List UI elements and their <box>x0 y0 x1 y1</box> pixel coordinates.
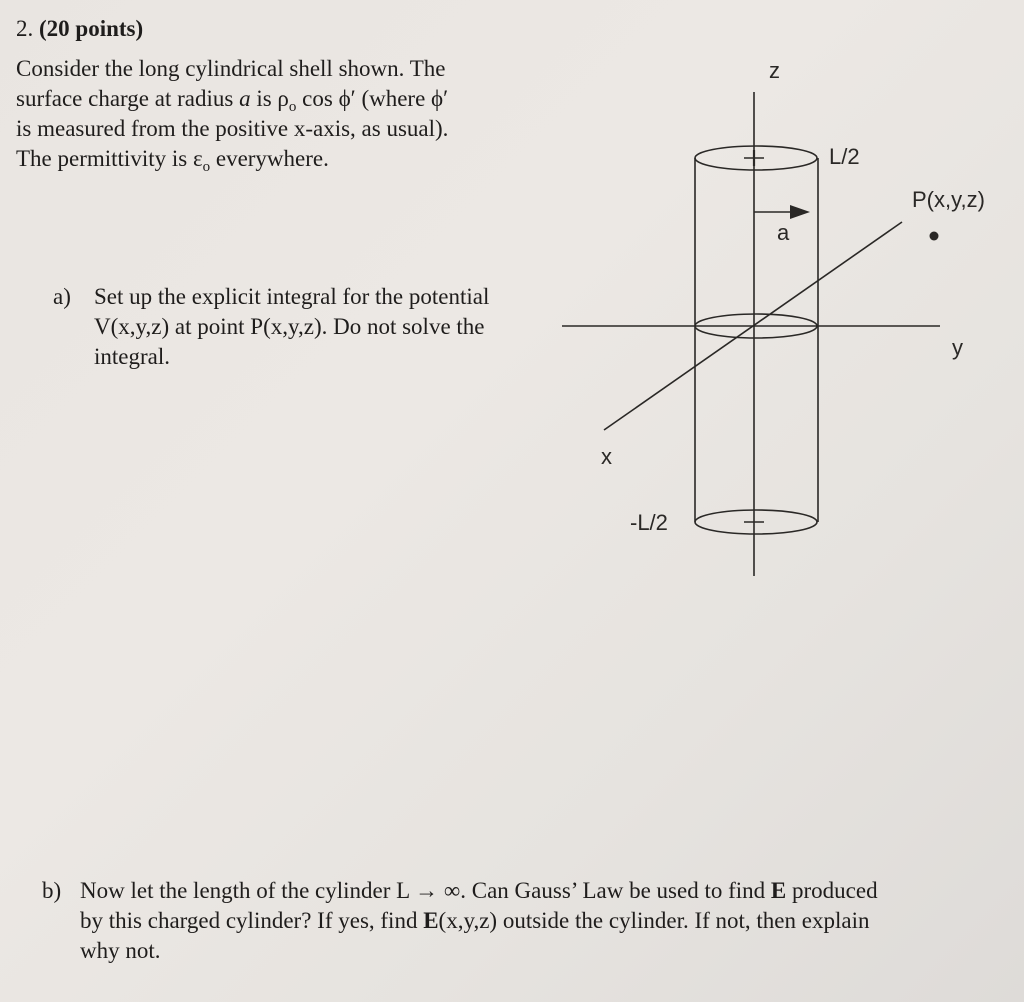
part-b-text: (x,y,z) outside the cylinder. If not, then explain <box>438 908 870 933</box>
problem-points: (20 points) <box>39 16 144 41</box>
top-length-label: L/2 <box>829 144 860 169</box>
point-p-label: P(x,y,z) <box>912 187 985 212</box>
problem-number: 2. <box>16 16 34 41</box>
part-b-marker: b) <box>42 878 62 903</box>
intro-text: cos ϕ′ (where ϕ′ <box>296 86 449 111</box>
part-a-line-2: V(x,y,z) at point P(x,y,z). Do not solve the <box>94 314 485 339</box>
part-a-marker: a) <box>53 284 71 309</box>
rho-subscript: o <box>288 99 297 115</box>
intro-line-3: is measured from the positive x-axis, as usual). <box>16 116 449 141</box>
part-a-line-1: Set up the explicit integral for the potential <box>94 284 490 309</box>
part-b-line-3: why not. <box>80 938 161 963</box>
radius-arrow-head <box>790 205 810 219</box>
intro-text: everywhere. <box>210 146 329 171</box>
field-symbol: E <box>423 908 439 933</box>
field-symbol: E <box>770 878 787 903</box>
radius-label: a <box>777 220 790 245</box>
z-axis-label: z <box>769 58 780 83</box>
part-b-text: produced <box>786 878 878 903</box>
part-b-text: Now let the length of the cylinder L → ∞. Can Gauss’ Law be used to find <box>80 878 771 903</box>
intro-text: surface charge at radius <box>16 86 240 111</box>
y-axis-label: y <box>952 335 963 360</box>
intro-text: is ρ <box>250 86 289 111</box>
radius-variable: a <box>239 86 251 111</box>
epsilon-subscript: o <box>202 159 211 175</box>
intro-text: The permittivity is ε <box>16 146 203 171</box>
part-a-line-3: integral. <box>94 344 170 369</box>
bottom-length-label: -L/2 <box>630 510 668 535</box>
x-axis-label: x <box>601 444 612 469</box>
part-b-text: by this charged cylinder? If yes, find <box>80 908 424 933</box>
point-p-marker <box>930 232 939 241</box>
intro-line-1: Consider the long cylindrical shell shown. The <box>16 56 446 81</box>
